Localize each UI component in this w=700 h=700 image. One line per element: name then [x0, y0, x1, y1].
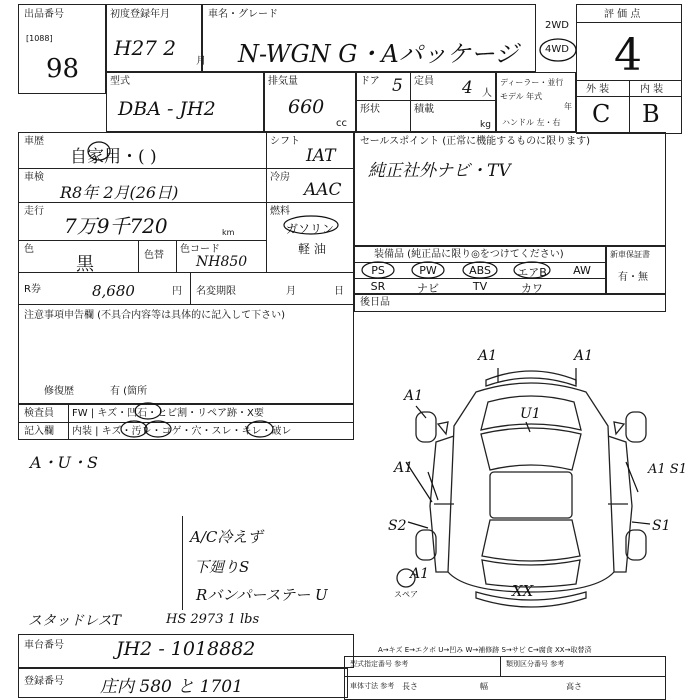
- equip-label: 装備品 (純正品に限り◎をつけてください): [374, 249, 564, 260]
- model-value: DBA - JH2: [118, 98, 216, 120]
- footer-wid: 幅: [480, 682, 488, 691]
- drive-2wd: 2WD: [545, 20, 569, 31]
- reg-limit-label: 名変期限: [196, 286, 236, 297]
- ext-label: 外 装: [586, 84, 610, 95]
- check-row1-label: 検査員: [24, 408, 54, 419]
- int-label: 内 装: [640, 84, 664, 95]
- note-line-3: Rバンパーステー U: [196, 586, 328, 604]
- color-code-label: 色コード: [180, 244, 220, 255]
- cap-value: 4: [462, 78, 473, 98]
- use-circle-mark: [86, 140, 112, 162]
- mark-left-rear-s2: S2: [388, 518, 407, 534]
- lot-small: [1088]: [26, 34, 53, 43]
- footer-hgt: 高さ: [566, 682, 582, 691]
- mark-right-rear-s1: S1: [652, 518, 671, 534]
- shape-label: 形状: [360, 104, 380, 115]
- equip-ps: PS: [371, 264, 385, 277]
- mark-rear-xx: XX: [512, 582, 534, 600]
- shift-label: シフト: [270, 136, 300, 147]
- equip-airbag: エアB: [517, 266, 547, 279]
- note-line-2: 下廻りS: [194, 558, 250, 576]
- disp-label: 排気量: [268, 76, 298, 87]
- fuel-circle-mark: [282, 214, 340, 236]
- inspect-label: 車検: [24, 172, 44, 183]
- color-value: 黒: [76, 254, 94, 275]
- footer-dims-label: 車体寸法 参考: [350, 682, 395, 690]
- lot-label: 出品番号: [24, 9, 64, 20]
- equip-circle-marks: [354, 260, 606, 280]
- sales-value: 純正社外ナビ・TV: [368, 161, 511, 181]
- check-row1-items: FW | キズ・凹石・ヒビ割・リペア跡・X要: [72, 408, 264, 419]
- equip-aw: AW: [573, 264, 591, 277]
- ac-value: AAC: [304, 180, 342, 200]
- rear-box: [354, 294, 666, 312]
- drive-circle-mark: [538, 36, 578, 64]
- color-label: 色: [24, 244, 34, 255]
- spare-label: スペア: [394, 590, 418, 599]
- color-code-value: NH850: [196, 254, 248, 270]
- mark-right-door-a1s1: A1 S1: [648, 462, 687, 477]
- warranty-label: 新車保証書: [610, 250, 650, 259]
- mark-left-front-a1: A1: [404, 388, 424, 404]
- recycle-unit: 円: [172, 286, 182, 297]
- mileage-value: 7万9千720: [64, 214, 168, 238]
- dealer-label: ディーラー・並行: [500, 78, 564, 87]
- sales-label: セールスポイント (正常に機能するものに限ります): [360, 136, 591, 147]
- load-label: 積載: [414, 104, 434, 115]
- handle-label: ハンドル 左・右: [502, 118, 561, 127]
- mileage-unit: km: [222, 228, 235, 237]
- equip-leather: カワ: [521, 282, 543, 295]
- reg-unit: 月: [196, 56, 206, 67]
- fuel-gas: ガソリン: [286, 222, 335, 236]
- studless-note: HS 2973 1 lbs: [166, 612, 260, 627]
- chassis-value: JH2 - 1018882: [116, 638, 256, 660]
- equip-pw: PW: [419, 264, 437, 277]
- mark-hood-u1: U1: [520, 406, 541, 422]
- equip-tv: TV: [472, 280, 488, 293]
- inspector-note: A・U・S: [30, 453, 99, 472]
- note-line-1: A/C冷えず: [190, 528, 263, 546]
- sales-box: [354, 132, 666, 246]
- color-change-label: 色替: [144, 250, 164, 261]
- use-label: 車歴: [24, 136, 44, 147]
- door-label: ドア: [360, 76, 380, 87]
- fuel-label: 燃料: [270, 206, 290, 217]
- repair-value: 有 (箇所: [110, 386, 148, 397]
- model-label: 型式: [110, 76, 130, 87]
- lot-number: 98: [46, 54, 80, 84]
- recycle-label: R券: [24, 284, 41, 295]
- cap-unit: 人: [482, 88, 492, 99]
- studless: スタッドレスT: [28, 613, 121, 629]
- warranty-value: 有・無: [618, 272, 648, 283]
- reg-value: H27 2: [114, 36, 176, 60]
- name-label: 車名・グレード: [208, 9, 278, 20]
- left-form: [18, 132, 354, 404]
- load-unit: kg: [480, 120, 491, 130]
- door-value: 5: [392, 76, 403, 96]
- footer-len: 長さ: [402, 682, 418, 691]
- plate-value: 庄内 580 と 1701: [100, 677, 243, 697]
- legend: A→キズ E→エクボ U→凹み W→補修跡 S→サビ C→腐食 XX→取替済: [378, 646, 592, 654]
- cap-label: 定員: [414, 76, 434, 87]
- ext-value: C: [592, 100, 611, 128]
- year-unit: 年: [564, 102, 572, 111]
- disp-unit: cc: [336, 118, 347, 129]
- plate-label: 登録番号: [24, 676, 64, 687]
- equip-navi: ナビ: [417, 282, 439, 295]
- notes-label: 注意事項申告欄 (不具合内容等は具体的に記入して下さい): [24, 310, 285, 321]
- month-unit: 月: [286, 286, 296, 297]
- score-label: 評 価 点: [604, 9, 641, 20]
- name-value: N-WGN G・Aパッケージ: [238, 40, 519, 68]
- disp-value: 660: [288, 96, 325, 118]
- equip-abs: ABS: [469, 264, 491, 277]
- mark-front-a1-left: A1: [478, 348, 498, 364]
- mileage-label: 走行: [24, 206, 44, 217]
- chassis-label: 車台番号: [24, 640, 64, 651]
- fuel-diesel: 軽 油: [298, 242, 326, 256]
- mark-front-a1-right: A1: [574, 348, 594, 364]
- repair-label: 修復歴: [44, 386, 74, 397]
- equip-sr: SR: [370, 280, 386, 293]
- check-circle-marks: [60, 402, 360, 442]
- footer-class-label: 類別区分番号 参考: [506, 660, 565, 668]
- model-year-label: モデル 年式: [500, 92, 543, 101]
- day-unit: 日: [334, 286, 344, 297]
- inspect-value: R8年 2月(26日): [60, 183, 179, 202]
- drive-4wd: 4WD: [545, 44, 569, 55]
- recycle-value: 8,680: [92, 282, 135, 300]
- rear-seat-label: 後日品: [360, 297, 390, 308]
- reg-label: 初度登録年月: [110, 9, 170, 20]
- mark-spare-a1: A1: [410, 566, 430, 582]
- int-value: B: [642, 100, 660, 128]
- mark-left-door-a1: A1: [394, 460, 414, 476]
- check-row2-label: 記入欄: [24, 426, 54, 437]
- use-value: 自家用・( ): [70, 147, 157, 167]
- score-value: 4: [614, 30, 642, 81]
- shift-value: IAT: [306, 146, 336, 166]
- ac-label: 冷房: [270, 172, 290, 183]
- footer-type-label: 型式指定番号 参考: [350, 660, 409, 668]
- check-row2-items: 内装 | キズ・汚レ・コゲ・穴・スレ・キレ・破レ: [72, 426, 292, 437]
